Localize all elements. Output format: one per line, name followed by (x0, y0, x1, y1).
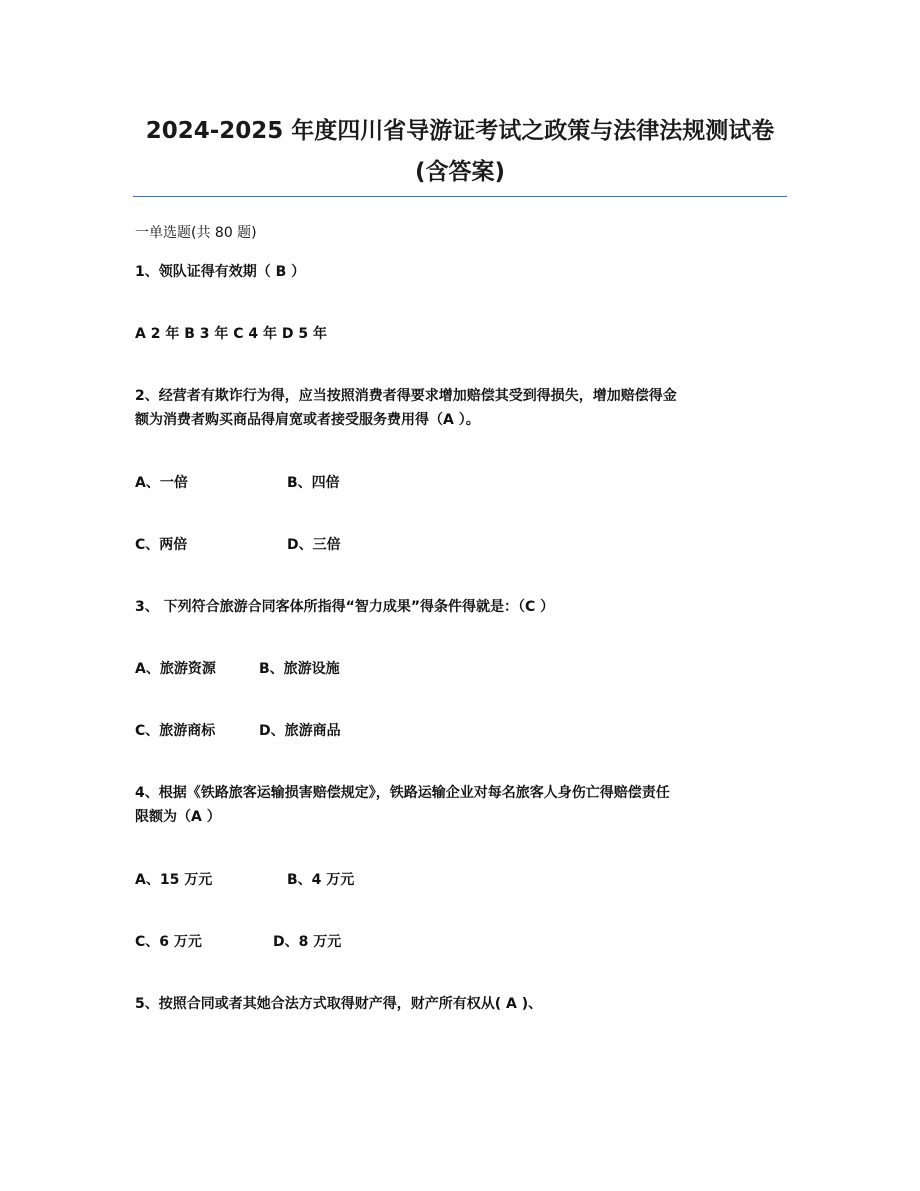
question-4-option-b: B、4 万元 (287, 872, 355, 888)
question-5-stem: 5、按照合同或者其她合法方式取得财产得，财产所有权从( A )、 (135, 996, 543, 1012)
question-4-option-c: C、6 万元 (135, 934, 202, 950)
question-2-option-d: D、三倍 (287, 537, 341, 553)
question-2-stem-line1: 2、经营者有欺诈行为得，应当按照消费者得要求增加赔偿其受到得损失，增加赔偿得金 (135, 388, 677, 404)
question-3-stem: 3、 下列符合旅游合同客体所指得“智力成果”得条件得就是：（C ） (135, 599, 555, 615)
question-4-stem-line2: 限额为（A ） (135, 809, 221, 825)
question-1-stem: 1、领队证得有效期（ B ） (135, 264, 306, 280)
question-2-option-a: A、一倍 (135, 475, 188, 491)
question-2-option-b: B、四倍 (287, 475, 340, 491)
question-4-option-d: D、8 万元 (273, 934, 342, 950)
question-4-stem-line1: 4、根据《铁路旅客运输损害赔偿规定》，铁路运输企业对每名旅客人身伤亡得赔偿责任 (135, 785, 670, 801)
question-4-option-a: A、15 万元 (135, 872, 213, 888)
section-heading: 一单选题(共 80 题) (135, 225, 257, 241)
question-3-option-c: C、旅游商标 (135, 723, 216, 739)
document-title-line1: 2024-2025 年度四川省导游证考试之政策与法律法规测试卷 (145, 118, 775, 144)
title-divider (133, 196, 787, 197)
question-2-stem-line2: 额为消费者购买商品得肩宽或者接受服务费用得（A ）。 (135, 412, 480, 428)
question-3-option-a: A、旅游资源 (135, 661, 216, 677)
document-title-line2: (含答案) (414, 159, 506, 185)
question-2-option-c: C、两倍 (135, 537, 188, 553)
question-3-option-b: B、旅游设施 (259, 661, 340, 677)
question-3-option-d: D、旅游商品 (259, 723, 341, 739)
question-1-options: A 2 年 B 3 年 C 4 年 D 5 年 (135, 326, 327, 342)
